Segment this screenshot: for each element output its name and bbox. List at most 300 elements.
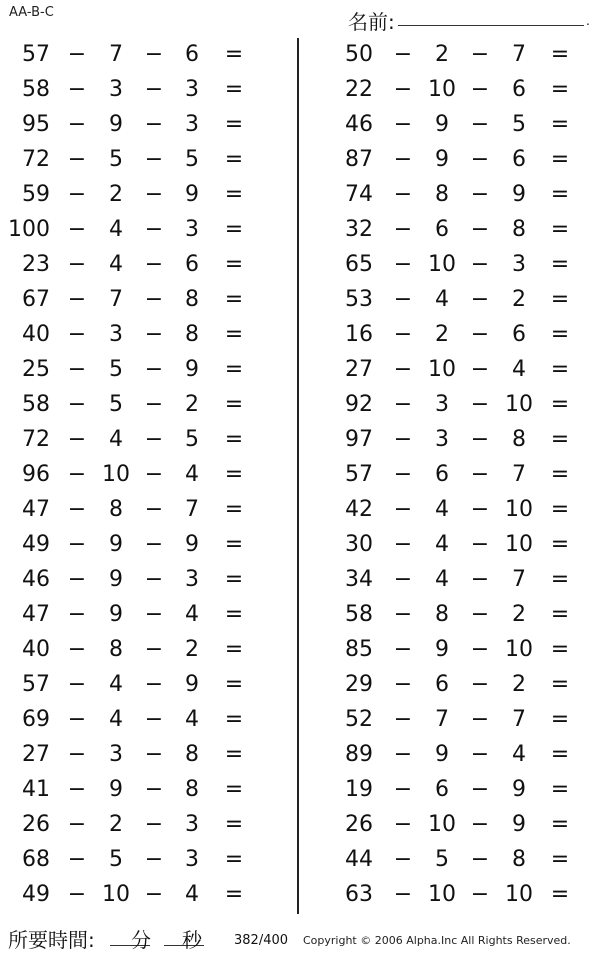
minus-sign: − — [470, 637, 490, 662]
minus-sign: − — [144, 392, 164, 417]
problem-row — [300, 598, 600, 633]
minus-sign: − — [67, 707, 87, 732]
minus-sign: − — [393, 812, 413, 837]
problem-row — [300, 563, 600, 598]
problem-row — [0, 143, 300, 178]
minus-sign: − — [470, 847, 490, 872]
equals-sign: = — [224, 742, 244, 767]
minus-sign: − — [67, 777, 87, 802]
problem-row — [0, 388, 300, 423]
subtrahend-2: 10 — [505, 497, 533, 522]
minuend: 34 — [345, 567, 373, 592]
minuend: 30 — [345, 532, 373, 557]
problem-row — [300, 738, 600, 773]
minuend: 44 — [345, 847, 373, 872]
minutes-label: 分 — [131, 928, 151, 952]
subtrahend-1: 10 — [428, 882, 456, 907]
equals-sign: = — [550, 777, 570, 802]
minus-sign: − — [470, 147, 490, 172]
subtrahend-2: 3 — [185, 112, 199, 137]
subtrahend-1: 3 — [435, 427, 449, 452]
minus-sign: − — [470, 742, 490, 767]
minus-sign: − — [393, 707, 413, 732]
subtrahend-1: 8 — [109, 497, 123, 522]
copyright-notice: Copyright © 2006 Alpha.Inc All Rights Reserved. — [303, 934, 571, 947]
subtrahend-2: 2 — [185, 392, 199, 417]
minuend: 57 — [22, 672, 50, 697]
minus-sign: − — [67, 252, 87, 277]
equals-sign: = — [550, 392, 570, 417]
problem-row — [300, 808, 600, 843]
minuend: 85 — [345, 637, 373, 662]
subtrahend-1: 3 — [435, 392, 449, 417]
problem-row — [300, 73, 600, 108]
minus-sign: − — [67, 602, 87, 627]
minus-sign: − — [470, 287, 490, 312]
subtrahend-2: 10 — [505, 882, 533, 907]
subtrahend-1: 4 — [435, 287, 449, 312]
minus-sign: − — [393, 147, 413, 172]
minus-sign: − — [144, 672, 164, 697]
minuend: 32 — [345, 217, 373, 242]
subtrahend-2: 7 — [185, 497, 199, 522]
minus-sign: − — [67, 392, 87, 417]
subtrahend-2: 4 — [185, 882, 199, 907]
subtrahend-1: 4 — [109, 427, 123, 452]
minuend: 50 — [345, 42, 373, 67]
problem-row — [0, 283, 300, 318]
page-number: 382/400 — [234, 933, 289, 948]
minuend: 41 — [22, 777, 50, 802]
subtrahend-1: 9 — [435, 147, 449, 172]
minus-sign: − — [393, 847, 413, 872]
minus-sign: − — [67, 217, 87, 242]
subtrahend-2: 3 — [185, 77, 199, 102]
subtrahend-2: 8 — [185, 777, 199, 802]
minus-sign: − — [393, 567, 413, 592]
minus-sign: − — [67, 742, 87, 767]
problem-row — [300, 283, 600, 318]
minus-sign: − — [144, 602, 164, 627]
minus-sign: − — [144, 637, 164, 662]
subtrahend-1: 6 — [435, 217, 449, 242]
minus-sign: − — [470, 427, 490, 452]
minus-sign: − — [144, 217, 164, 242]
minus-sign: − — [67, 322, 87, 347]
minus-sign: − — [393, 112, 413, 137]
problem-row — [0, 773, 300, 808]
problem-row — [300, 878, 600, 913]
minus-sign: − — [470, 217, 490, 242]
problem-row — [300, 423, 600, 458]
subtrahend-1: 9 — [435, 637, 449, 662]
subtrahend-1: 5 — [109, 392, 123, 417]
equals-sign: = — [550, 882, 570, 907]
subtrahend-2: 2 — [512, 672, 526, 697]
equals-sign: = — [224, 847, 244, 872]
problem-row — [300, 388, 600, 423]
problem-row — [300, 493, 600, 528]
subtrahend-1: 9 — [109, 567, 123, 592]
minus-sign: − — [67, 672, 87, 697]
minuend: 42 — [345, 497, 373, 522]
problem-row — [0, 458, 300, 493]
minus-sign: − — [144, 182, 164, 207]
minuend: 26 — [22, 812, 50, 837]
subtrahend-1: 10 — [428, 812, 456, 837]
subtrahend-1: 4 — [435, 497, 449, 522]
subtrahend-2: 6 — [512, 77, 526, 102]
minus-sign: − — [67, 287, 87, 312]
equals-sign: = — [550, 77, 570, 102]
subtrahend-2: 8 — [185, 742, 199, 767]
subtrahend-1: 10 — [102, 882, 130, 907]
problem-row — [0, 318, 300, 353]
subtrahend-1: 5 — [109, 147, 123, 172]
subtrahend-2: 9 — [185, 357, 199, 382]
minus-sign: − — [470, 497, 490, 522]
subtrahend-1: 4 — [435, 532, 449, 557]
minus-sign: − — [144, 322, 164, 347]
minus-sign: − — [470, 777, 490, 802]
minus-sign: − — [393, 742, 413, 767]
minus-sign: − — [144, 777, 164, 802]
subtrahend-2: 8 — [512, 427, 526, 452]
subtrahend-2: 5 — [185, 147, 199, 172]
subtrahend-2: 8 — [185, 322, 199, 347]
minus-sign: − — [470, 462, 490, 487]
minuend: 47 — [22, 602, 50, 627]
equals-sign: = — [224, 42, 244, 67]
equals-sign: = — [224, 427, 244, 452]
minuend: 72 — [22, 427, 50, 452]
problem-row — [0, 493, 300, 528]
minuend: 52 — [345, 707, 373, 732]
subtrahend-2: 4 — [185, 707, 199, 732]
minus-sign: − — [393, 672, 413, 697]
subtrahend-1: 7 — [435, 707, 449, 732]
equals-sign: = — [550, 567, 570, 592]
subtrahend-1: 10 — [428, 252, 456, 277]
subtrahend-2: 9 — [512, 182, 526, 207]
minus-sign: − — [67, 427, 87, 452]
problem-row — [0, 563, 300, 598]
minuend: 58 — [22, 392, 50, 417]
subtrahend-2: 6 — [512, 322, 526, 347]
equals-sign: = — [550, 497, 570, 522]
minus-sign: − — [144, 812, 164, 837]
subtrahend-1: 8 — [109, 637, 123, 662]
subtrahend-1: 9 — [109, 777, 123, 802]
subtrahend-1: 4 — [109, 252, 123, 277]
minus-sign: − — [144, 427, 164, 452]
equals-sign: = — [224, 252, 244, 277]
minuend: 89 — [345, 742, 373, 767]
minus-sign: − — [144, 42, 164, 67]
subtrahend-1: 6 — [435, 777, 449, 802]
equals-sign: = — [550, 672, 570, 697]
minus-sign: − — [144, 567, 164, 592]
subtrahend-1: 4 — [109, 672, 123, 697]
equals-sign: = — [224, 322, 244, 347]
subtrahend-2: 9 — [185, 182, 199, 207]
minuend: 96 — [22, 462, 50, 487]
subtrahend-2: 7 — [512, 567, 526, 592]
minus-sign: − — [144, 112, 164, 137]
minus-sign: − — [393, 392, 413, 417]
subtrahend-2: 2 — [185, 637, 199, 662]
equals-sign: = — [224, 567, 244, 592]
minuend: 59 — [22, 182, 50, 207]
equals-sign: = — [224, 707, 244, 732]
minuend: 65 — [345, 252, 373, 277]
minus-sign: − — [393, 427, 413, 452]
subtrahend-2: 5 — [512, 112, 526, 137]
minus-sign: − — [144, 357, 164, 382]
problem-row — [0, 73, 300, 108]
equals-sign: = — [224, 532, 244, 557]
subtrahend-2: 2 — [512, 602, 526, 627]
minus-sign: − — [470, 567, 490, 592]
problem-row — [300, 178, 600, 213]
equals-sign: = — [224, 357, 244, 382]
problem-column-left — [0, 38, 300, 913]
subtrahend-1: 7 — [109, 287, 123, 312]
minus-sign: − — [67, 637, 87, 662]
minus-sign: − — [144, 287, 164, 312]
problem-row — [0, 528, 300, 563]
minus-sign: − — [470, 42, 490, 67]
equals-sign: = — [550, 462, 570, 487]
minuend: 74 — [345, 182, 373, 207]
equals-sign: = — [550, 357, 570, 382]
problem-row — [0, 668, 300, 703]
problem-row — [300, 633, 600, 668]
subtrahend-1: 6 — [435, 672, 449, 697]
minuend: 58 — [22, 77, 50, 102]
subtrahend-2: 3 — [185, 812, 199, 837]
equals-sign: = — [224, 602, 244, 627]
minus-sign: − — [393, 462, 413, 487]
subtrahend-2: 4 — [512, 742, 526, 767]
minus-sign: − — [393, 252, 413, 277]
minuend: 46 — [22, 567, 50, 592]
minuend: 40 — [22, 322, 50, 347]
minuend: 67 — [22, 287, 50, 312]
minuend: 16 — [345, 322, 373, 347]
minus-sign: − — [470, 812, 490, 837]
subtrahend-1: 7 — [109, 42, 123, 67]
minus-sign: − — [67, 357, 87, 382]
minuend: 58 — [345, 602, 373, 627]
equals-sign: = — [550, 742, 570, 767]
subtrahend-2: 6 — [185, 42, 199, 67]
minus-sign: − — [393, 322, 413, 347]
minuend: 22 — [345, 77, 373, 102]
minus-sign: − — [67, 567, 87, 592]
subtrahend-2: 3 — [185, 847, 199, 872]
minus-sign: − — [393, 637, 413, 662]
equals-sign: = — [550, 637, 570, 662]
minus-sign: − — [393, 497, 413, 522]
equals-sign: = — [550, 217, 570, 242]
problem-row — [0, 108, 300, 143]
minus-sign: − — [470, 532, 490, 557]
subtrahend-1: 4 — [109, 217, 123, 242]
time-taken-label: 所要時間: — [8, 928, 95, 952]
minus-sign: − — [144, 497, 164, 522]
problem-row — [300, 773, 600, 808]
minus-sign: − — [144, 77, 164, 102]
subtrahend-1: 5 — [109, 357, 123, 382]
problem-row — [300, 843, 600, 878]
problem-row — [0, 878, 300, 913]
problem-row — [300, 318, 600, 353]
problem-row — [300, 458, 600, 493]
minus-sign: − — [393, 217, 413, 242]
subtrahend-2: 3 — [512, 252, 526, 277]
problem-row — [300, 528, 600, 563]
equals-sign: = — [224, 497, 244, 522]
equals-sign: = — [224, 182, 244, 207]
minus-sign: − — [470, 252, 490, 277]
minus-sign: − — [67, 42, 87, 67]
name-label: 名前: — [348, 10, 395, 34]
equals-sign: = — [224, 77, 244, 102]
minuend: 100 — [8, 217, 50, 242]
minuend: 63 — [345, 882, 373, 907]
subtrahend-1: 9 — [435, 112, 449, 137]
subtrahend-1: 2 — [435, 322, 449, 347]
minus-sign: − — [67, 77, 87, 102]
minus-sign: − — [144, 847, 164, 872]
minus-sign: − — [393, 182, 413, 207]
equals-sign: = — [550, 287, 570, 312]
problem-row — [300, 143, 600, 178]
equals-sign: = — [224, 287, 244, 312]
minus-sign: − — [393, 777, 413, 802]
minus-sign: − — [67, 147, 87, 172]
minuend: 19 — [345, 777, 373, 802]
subtrahend-1: 5 — [435, 847, 449, 872]
minus-sign: − — [393, 882, 413, 907]
subtrahend-2: 6 — [185, 252, 199, 277]
problem-row — [0, 423, 300, 458]
problem-row — [0, 213, 300, 248]
equals-sign: = — [224, 812, 244, 837]
minuend: 95 — [22, 112, 50, 137]
minuend: 53 — [345, 287, 373, 312]
minus-sign: − — [67, 182, 87, 207]
minus-sign: − — [67, 112, 87, 137]
minus-sign: − — [470, 602, 490, 627]
subtrahend-1: 9 — [435, 742, 449, 767]
problem-row — [0, 38, 300, 73]
minus-sign: − — [470, 357, 490, 382]
minuend: 57 — [345, 462, 373, 487]
equals-sign: = — [550, 427, 570, 452]
equals-sign: = — [550, 812, 570, 837]
subtrahend-2: 9 — [185, 672, 199, 697]
minus-sign: − — [470, 112, 490, 137]
subtrahend-2: 9 — [185, 532, 199, 557]
minus-sign: − — [393, 42, 413, 67]
minuend: 97 — [345, 427, 373, 452]
subtrahend-1: 10 — [102, 462, 130, 487]
subtrahend-2: 7 — [512, 707, 526, 732]
subtrahend-1: 5 — [109, 847, 123, 872]
name-blank-line — [398, 25, 584, 26]
minuend: 49 — [22, 532, 50, 557]
equals-sign: = — [550, 42, 570, 67]
equals-sign: = — [224, 112, 244, 137]
problem-row — [0, 633, 300, 668]
minus-sign: − — [67, 497, 87, 522]
minuend: 29 — [345, 672, 373, 697]
minus-sign: − — [470, 182, 490, 207]
minus-sign: − — [144, 707, 164, 732]
minus-sign: − — [67, 847, 87, 872]
subtrahend-1: 3 — [109, 77, 123, 102]
subtrahend-1: 3 — [109, 742, 123, 767]
minus-sign: − — [470, 707, 490, 732]
subtrahend-1: 3 — [109, 322, 123, 347]
subtrahend-2: 10 — [505, 637, 533, 662]
problem-row — [300, 108, 600, 143]
equals-sign: = — [224, 882, 244, 907]
subtrahend-2: 3 — [185, 217, 199, 242]
minuend: 92 — [345, 392, 373, 417]
minuend: 57 — [22, 42, 50, 67]
subtrahend-2: 4 — [185, 602, 199, 627]
subtrahend-2: 7 — [512, 42, 526, 67]
minus-sign: − — [470, 392, 490, 417]
equals-sign: = — [550, 847, 570, 872]
minus-sign: − — [470, 882, 490, 907]
problem-row — [300, 38, 600, 73]
minus-sign: − — [67, 882, 87, 907]
problem-row — [0, 843, 300, 878]
subtrahend-1: 8 — [435, 182, 449, 207]
subtrahend-2: 4 — [512, 357, 526, 382]
problem-row — [300, 703, 600, 738]
subtrahend-2: 7 — [512, 462, 526, 487]
minuend: 72 — [22, 147, 50, 172]
problem-row — [0, 178, 300, 213]
subtrahend-2: 8 — [185, 287, 199, 312]
problem-row — [300, 668, 600, 703]
minus-sign: − — [393, 532, 413, 557]
subtrahend-1: 2 — [435, 42, 449, 67]
equals-sign: = — [550, 707, 570, 732]
subtrahend-1: 4 — [109, 707, 123, 732]
minus-sign: − — [144, 147, 164, 172]
subtrahend-1: 6 — [435, 462, 449, 487]
problem-row — [0, 598, 300, 633]
minuend: 68 — [22, 847, 50, 872]
subtrahend-1: 9 — [109, 602, 123, 627]
minus-sign: − — [470, 672, 490, 697]
subtrahend-1: 9 — [109, 112, 123, 137]
subtrahend-1: 2 — [109, 182, 123, 207]
equals-sign: = — [550, 112, 570, 137]
problem-row — [0, 353, 300, 388]
minus-sign: − — [393, 357, 413, 382]
subtrahend-2: 3 — [185, 567, 199, 592]
minus-sign: − — [393, 287, 413, 312]
minuend: 69 — [22, 707, 50, 732]
subtrahend-1: 2 — [109, 812, 123, 837]
